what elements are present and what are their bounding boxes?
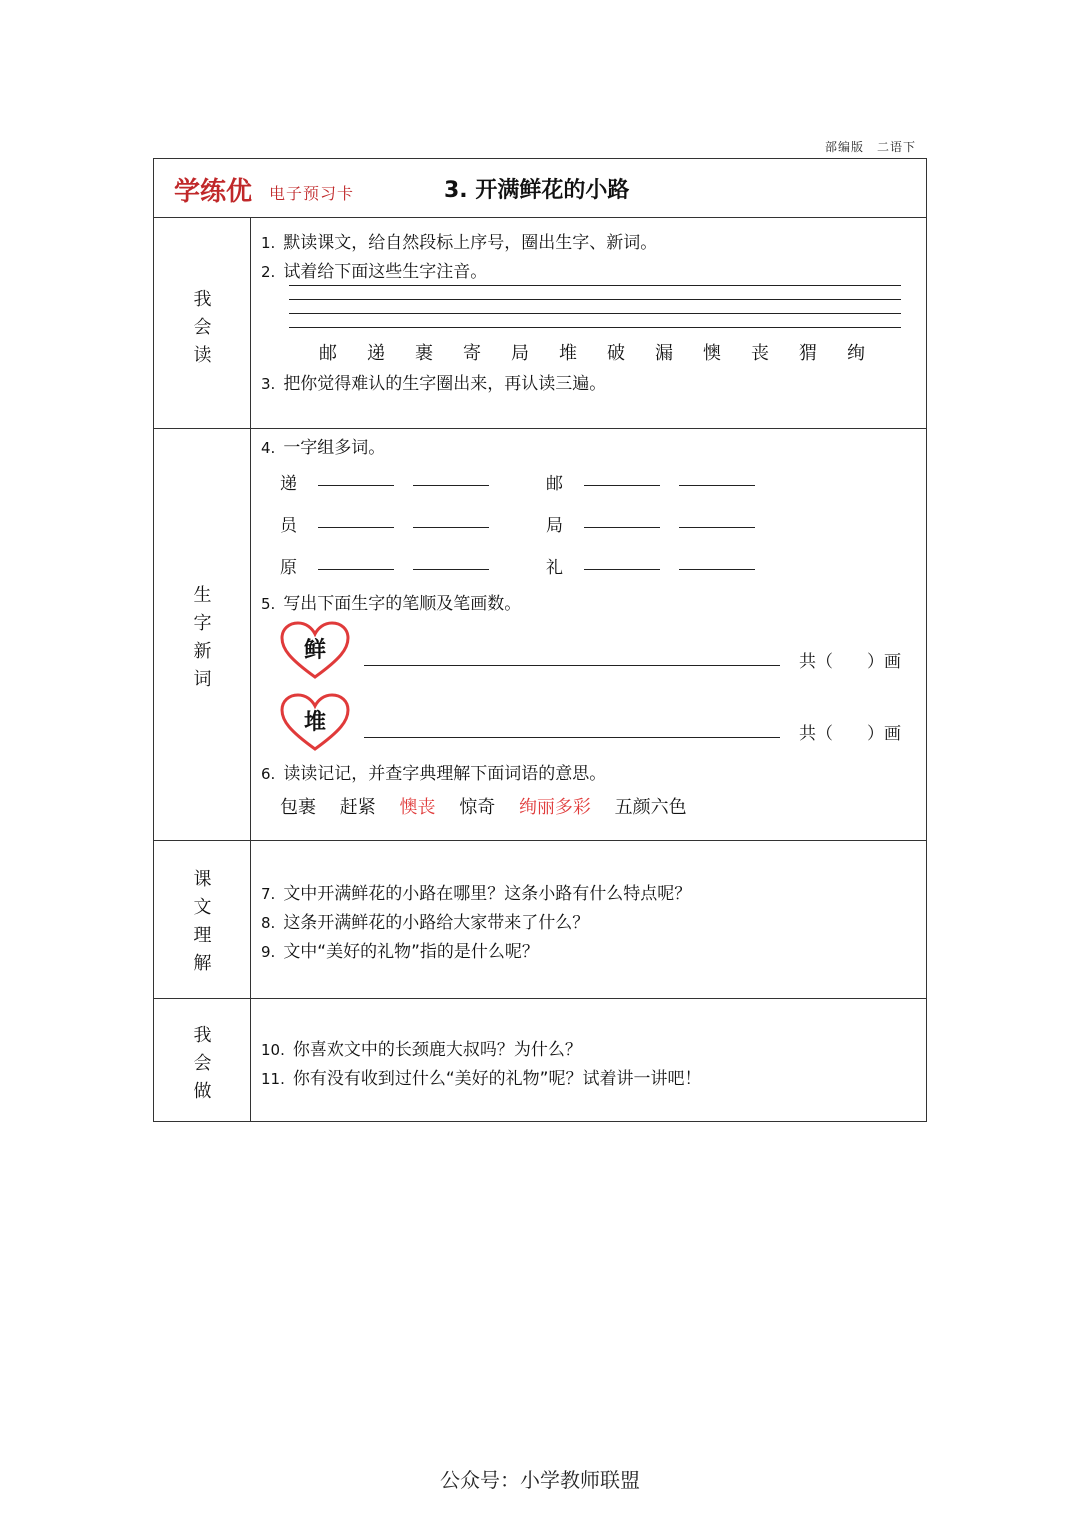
stroke-char: 鲜 [303, 638, 326, 663]
word-blank[interactable] [584, 527, 660, 528]
section-understand [154, 841, 926, 999]
section-words [154, 429, 926, 841]
question-9: 9. 文中“美好的礼物”指的是什么呢？ [261, 942, 539, 962]
question-2: 2. 试着给下面这些生字注音。 [261, 262, 488, 282]
word-blank[interactable] [679, 569, 755, 570]
question-6: 6. 读读记记，并查字典理解下面词语的意思。 [261, 764, 607, 784]
word-blank[interactable] [318, 569, 394, 570]
vocab-item-highlight: 懊丧 [399, 797, 436, 818]
card-header [154, 159, 926, 218]
question-10: 10. 你喜欢文中的长颈鹿大叔吗？为什么？ [261, 1040, 582, 1060]
pinyin-line [289, 299, 901, 300]
group-char: 邮 [546, 474, 563, 494]
question-8: 8. 这条开满鲜花的小路给大家带来了什么？ [261, 913, 590, 933]
char-item: 破 [607, 343, 625, 364]
section-read [154, 217, 926, 429]
word-blank[interactable] [679, 527, 755, 528]
word-blank[interactable] [413, 485, 489, 486]
question-4: 4. 一字组多词。 [261, 438, 386, 458]
char-item: 绚 [847, 343, 865, 364]
vocab-item: 惊奇 [459, 797, 496, 818]
vocab-list [280, 793, 705, 819]
word-blank[interactable] [413, 569, 489, 570]
stroke-count: 共（ ）画 [799, 724, 901, 744]
vocab-item: 包裹 [280, 797, 316, 818]
word-blank[interactable] [584, 569, 660, 570]
group-char: 礼 [546, 558, 563, 578]
char-item: 漏 [655, 343, 673, 364]
char-item: 递 [367, 343, 385, 364]
stroke-count: 共（ ）画 [799, 652, 901, 672]
word-blank[interactable] [318, 485, 394, 486]
char-item: 懊 [703, 343, 721, 364]
group-char: 员 [280, 516, 297, 536]
stroke-line[interactable] [364, 737, 780, 738]
section-label: 我 会 读 [154, 217, 251, 428]
question-11: 11. 你有没有收到过什么“美好的礼物”呢？试着讲一讲吧！ [261, 1069, 702, 1089]
group-char: 局 [546, 516, 563, 536]
group-char: 原 [280, 558, 297, 578]
edition-label: 部编版 二语下 [824, 140, 916, 154]
pinyin-char-list [319, 339, 895, 365]
word-blank[interactable] [413, 527, 489, 528]
word-blank[interactable] [679, 485, 755, 486]
question-3: 3. 把你觉得难认的生字圈出来，再认读三遍。 [261, 374, 607, 394]
char-item: 堆 [559, 343, 577, 364]
char-item: 猬 [799, 343, 817, 364]
vocab-item-highlight: 绚丽多彩 [518, 797, 591, 818]
pinyin-line [289, 313, 901, 314]
stroke-char: 堆 [303, 710, 326, 735]
question-5: 5. 写出下面生字的笔顺及笔画数。 [261, 594, 522, 614]
brand-subtitle: 电子预习卡 [269, 184, 355, 203]
char-item: 邮 [319, 343, 337, 364]
word-blank[interactable] [318, 527, 394, 528]
word-blank[interactable] [584, 485, 660, 486]
char-item: 寄 [463, 343, 481, 364]
char-item: 局 [511, 343, 529, 364]
group-char: 递 [280, 474, 297, 494]
section-do [154, 999, 926, 1121]
question-1: 1. 默读课文，给自然段标上序号，圈出生字、新词。 [261, 233, 658, 253]
section-label: 生 字 新 词 [154, 429, 251, 840]
preview-card [153, 158, 927, 1122]
footer-credit: 公众号：小学教师联盟 [440, 1468, 640, 1492]
section-label: 我 会 做 [154, 999, 251, 1121]
stroke-line[interactable] [364, 665, 780, 666]
pinyin-line [289, 285, 901, 286]
brand-name: 学练优 [174, 177, 253, 207]
section-label: 课 文 理 解 [154, 841, 251, 998]
pinyin-line [289, 327, 901, 328]
lesson-title: 3. 开满鲜花的小路 [444, 178, 630, 203]
question-7: 7. 文中开满鲜花的小路在哪里？这条小路有什么特点呢？ [261, 884, 692, 904]
vocab-item: 五颜六色 [614, 797, 687, 818]
char-item: 丧 [751, 343, 769, 364]
char-item: 裹 [415, 343, 433, 364]
vocab-item: 赶紧 [339, 797, 376, 818]
